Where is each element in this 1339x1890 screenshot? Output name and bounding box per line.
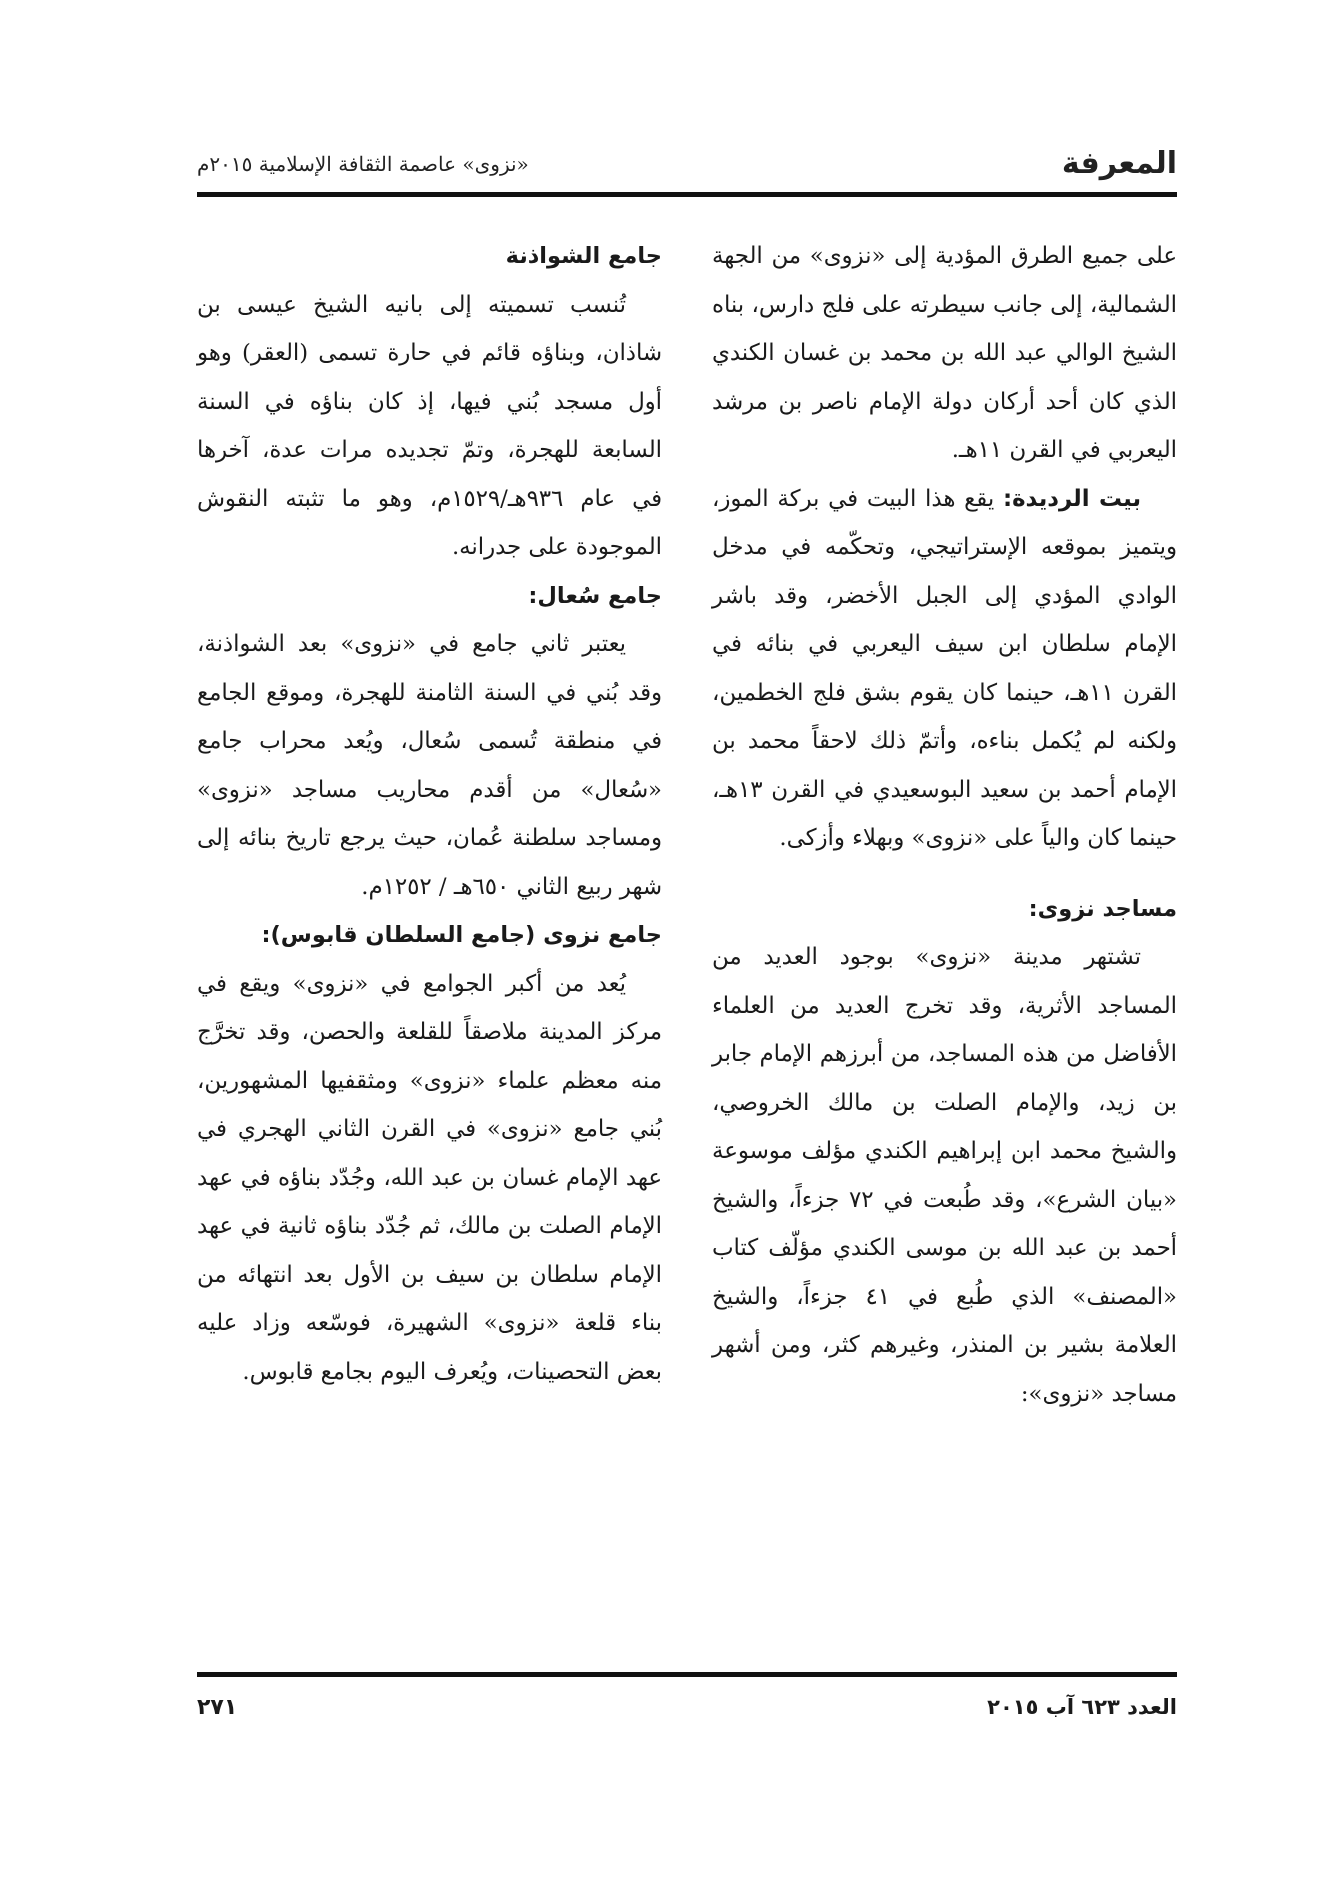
page-footer <box>197 1695 1177 1735</box>
running-title: «نزوى» عاصمة الثقافة الإسلامية ٢٠١٥م <box>197 152 529 176</box>
right-column <box>712 232 1177 1418</box>
magazine-logo: المعرفة <box>1061 146 1177 181</box>
page-header <box>197 142 1177 186</box>
page-number: ٢٧١ <box>197 1695 238 1720</box>
left-column <box>197 232 662 1396</box>
inline-heading: بيت الرديدة: <box>1002 485 1141 512</box>
footer-rule <box>197 1672 1177 1677</box>
paragraph <box>712 475 1177 863</box>
paragraph: يُعد من أكبر الجوامع في «نزوى» ويقع في مركز المدينة ملاصقاً للقلعة والحصن، وقد تخرَّج منه معظم علماء «نزوى» ومثقفيها المشهورين، بُني جامع «نزوى» في القرن الثاني الهجري في عهد الإمام غسان بن عبد الله، وجُدّد بناؤه في عهد الإمام الصلت بن مالك، ثم جُدّد بناؤه ثانية في عهد الإمام سلطان بن سيف بن الأول بعد انتهائه من بناء قلعة «نزوى» الشهيرة، فوسّعه وزاد عليه بعض التحصينات، ويُعرف اليوم بجامع قابوس. <box>197 970 662 1385</box>
paragraph: على جميع الطرق المؤدية إلى «نزوى» من الجهة الشمالية، إلى جانب سيطرته على فلج دارس، بناه الشيخ الوالي عبد الله بن محمد بن غسان الكندي الذي كان أحد أركان دولة الإمام ناصر بن مرشد اليعربي في القرن ١١هـ. <box>712 243 1177 463</box>
section-heading: جامع الشواذنة <box>505 243 662 269</box>
paragraph: تُنسب تسميته إلى بانيه الشيخ عيسى بن شاذان، وبناؤه قائم في حارة تسمى (العقر) وهو أول مسجد بُني فيها، إذ كان بناؤه في السنة السابعة للهجرة، وتمّ تجديده مرات عدة، آخرها في عام ٩٣٦هـ/١٥٢٩م، وهو ما تثبته النقوش الموجودة على جدرانه. <box>197 291 662 560</box>
paragraph-body: يقع هذا البيت في بركة الموز، ويتميز بموقعه الإستراتيجي، وتحكّمه في مدخل الوادي المؤدي إلى الجبل الأخضر، وقد باشر الإمام سلطان ابن سيف اليعربي في بنائه في القرن ١١هـ، حينما كان يقوم بشق فلج الخطمين، ولكنه لم يُكمل بناءه، وأتمّ ذلك لاحقاً محمد بن الإمام أحمد بن سعيد البوسعيدي في القرن ١٣هـ، حينما كان والياً على «نزوى» وبهلاء وأزكى. <box>712 485 1177 851</box>
header-rule <box>197 192 1177 197</box>
issue-info: العدد ٦٢٣ آب ٢٠١٥ <box>987 1695 1177 1719</box>
paragraph: يعتبر ثاني جامع في «نزوى» بعد الشواذنة، وقد بُني في السنة الثامنة للهجرة، وموقع الجامع في منطقة تُسمى سُعال، ويُعد محراب جامع «سُعال» من أقدم محاريب مساجد «نزوى» ومساجد سلطنة عُمان، حيث يرجع تاريخ بنائه إلى شهر ربيع الثاني ٦٥٠هـ / ١٢٥٢م. <box>197 631 662 900</box>
paragraph: تشتهر مدينة «نزوى» بوجود العديد من المساجد الأثرية، وقد تخرج العديد من العلماء الأفاضل من هذه المساجد، من أبرزهم الإمام جابر بن زيد، والإمام الصلت بن مالك الخروصي، والشيخ محمد ابن إبراهيم الكندي مؤلف موسوعة «بيان الشرع»، وقد طُبعت في ٧٢ جزءاً، والشيخ أحمد بن عبد الله بن موسى الكندي مؤلّف كتاب «المصنف» الذي طُبع في ٤١ جزءاً، والشيخ العلامة بشير بن المنذر، وغيرهم كثر، ومن أشهر مساجد «نزوى»: <box>712 944 1177 1407</box>
section-heading: جامع نزوى (جامع السلطان قابوس): <box>261 922 662 948</box>
section-heading: جامع سُعال: <box>528 582 662 609</box>
section-heading: مساجد نزوى: <box>1028 895 1177 922</box>
